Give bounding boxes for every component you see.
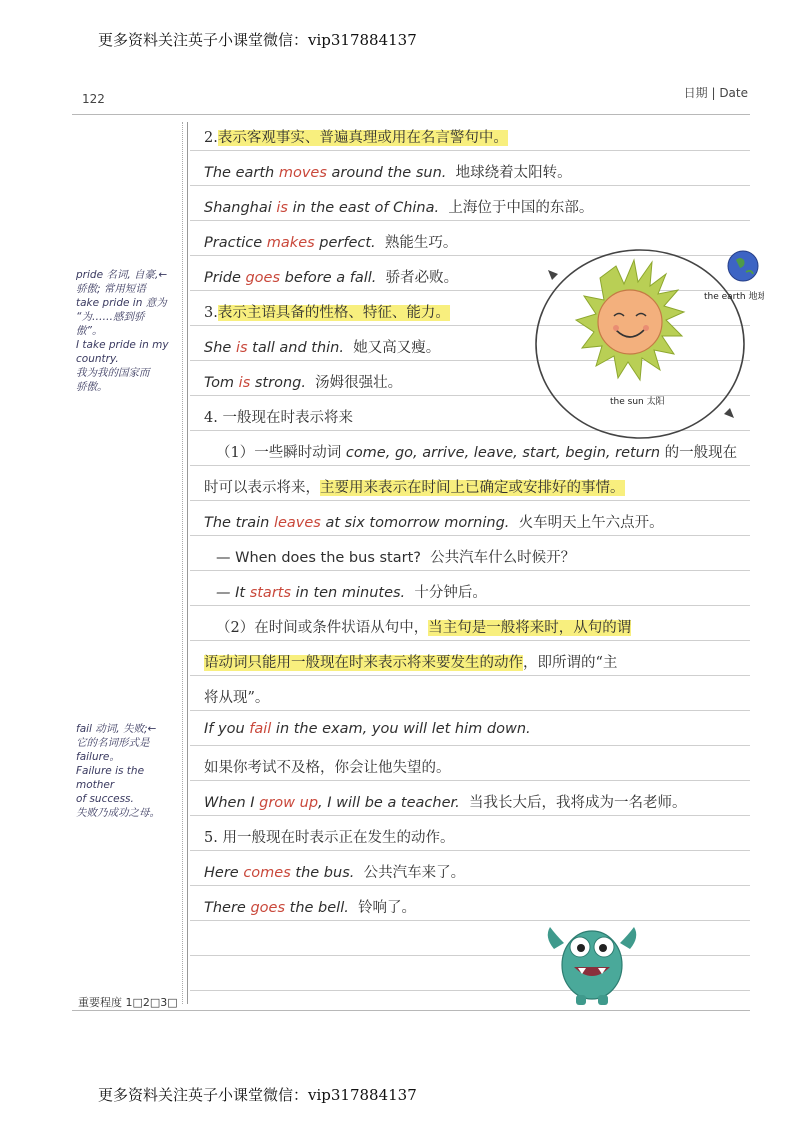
monster-body-icon bbox=[562, 931, 622, 999]
monster-arm-icon bbox=[548, 927, 564, 949]
sun-earth-diagram bbox=[524, 244, 764, 444]
example-shanghai: Shanghai is in the east of China. 上海位于中国的东部。 bbox=[204, 200, 594, 216]
example-tom: Tom is strong. 汤姆很强壮。 bbox=[204, 375, 403, 391]
paragraph-4-2-line1: （2）在时间或条件状语从句中，当主句是一般将来时，从句的谓 bbox=[216, 620, 632, 636]
top-rule bbox=[72, 114, 750, 115]
ruled-line bbox=[190, 885, 750, 886]
note-line: 骄傲。 bbox=[76, 381, 108, 393]
orbit-svg bbox=[524, 244, 764, 444]
example-practice: Practice makes perfect. 熟能生巧。 bbox=[204, 235, 458, 251]
orbit-arrow-icon bbox=[548, 270, 558, 280]
example-fail-translation: 如果你考试不及格，你会让他失望的。 bbox=[204, 760, 451, 776]
ruled-line bbox=[190, 920, 750, 921]
ruled-line bbox=[190, 990, 750, 991]
note-line: 它的名词形式是 bbox=[76, 737, 150, 749]
monster-arm-icon bbox=[620, 927, 636, 949]
note-line: 骄傲; 常用短语 bbox=[76, 283, 146, 295]
ruled-line bbox=[190, 535, 750, 536]
margin-dotted-line bbox=[182, 122, 183, 1004]
monster-pupil-icon bbox=[577, 944, 585, 952]
monster-foot-icon bbox=[598, 995, 608, 1005]
ruled-line bbox=[190, 220, 750, 221]
note-line: 傲”。 bbox=[76, 325, 103, 337]
note-line: “为……感到骄 bbox=[76, 311, 145, 323]
example-comes: Here comes the bus. 公共汽车来了。 bbox=[204, 865, 466, 881]
note-line: country. bbox=[76, 353, 119, 365]
bottom-rule bbox=[72, 1010, 750, 1011]
monster-pupil-icon bbox=[599, 944, 607, 952]
monster-svg bbox=[542, 919, 642, 1009]
example-train: The train leaves at six tomorrow morning. 火车明天上午六点开。 bbox=[204, 515, 664, 531]
example-bus-question: — When does the bus start? 公共汽车什么时候开？ bbox=[216, 550, 576, 566]
watermark-bottom: 更多资料关注英子小课堂微信：vip317884137 bbox=[98, 1086, 417, 1104]
paragraph-4-1-line1: （1）一些瞬时动词 come, go, arrive, leave, start, begin, return 的一般现在 bbox=[216, 445, 738, 461]
note-line: of success. bbox=[76, 793, 134, 805]
importance-label: 重要程度 1□2□3□ bbox=[78, 996, 178, 1009]
ruled-line bbox=[190, 955, 750, 956]
orbit-arrow-icon bbox=[724, 408, 734, 418]
sun-cheek-icon bbox=[643, 325, 649, 331]
ruled-line bbox=[190, 500, 750, 501]
margin-line bbox=[187, 122, 188, 1004]
note-line: Failure is the mother bbox=[76, 765, 145, 791]
note-line: failure。 bbox=[76, 751, 120, 763]
note-line: take pride in 意为 bbox=[76, 297, 167, 309]
margin-note-pride bbox=[76, 268, 184, 394]
page-number: 122 bbox=[82, 92, 105, 106]
ruled-line bbox=[190, 605, 750, 606]
ruled-line bbox=[190, 745, 750, 746]
monster-foot-icon bbox=[576, 995, 586, 1005]
note-line: 失败乃成功之母。 bbox=[76, 807, 160, 819]
example-grow-up: When I grow up, I will be a teacher. 当我长大后，我将成为一名老师。 bbox=[204, 795, 687, 811]
watermark-top: 更多资料关注英子小课堂微信：vip317884137 bbox=[98, 31, 417, 49]
ruled-line bbox=[190, 675, 750, 676]
paragraph-4-1-line2: 时可以表示将来，主要用来表示在时间上已确定或安排好的事情。 bbox=[204, 480, 625, 496]
ruled-line bbox=[190, 815, 750, 816]
paragraph-4-2-line3: 将从现”。 bbox=[204, 690, 270, 706]
heading-4: 4. 一般现在时表示将来 bbox=[204, 410, 353, 426]
ruled-line bbox=[190, 185, 750, 186]
ruled-line bbox=[190, 850, 750, 851]
ruled-line bbox=[190, 640, 750, 641]
margin-note-fail bbox=[76, 722, 184, 820]
note-line: fail 动词, 失败;← bbox=[76, 723, 157, 735]
heading-3: 3.表示主语具备的性格、特征、能力。 bbox=[204, 305, 450, 321]
ruled-line bbox=[190, 150, 750, 151]
sun-face-icon bbox=[598, 290, 662, 354]
earth-label: the earth 地球 bbox=[704, 292, 764, 302]
example-bus-answer: — It starts in ten minutes. 十分钟后。 bbox=[216, 585, 487, 601]
example-goes: There goes the bell. 铃响了。 bbox=[204, 900, 417, 916]
example-she: She is tall and thin. 她又高又瘦。 bbox=[204, 340, 441, 356]
sun-cheek-icon bbox=[613, 325, 619, 331]
notebook-page bbox=[72, 84, 764, 1084]
note-line: pride 名词, 自豪,← bbox=[76, 269, 168, 281]
ruled-line bbox=[190, 465, 750, 466]
paragraph-4-2-line2: 语动词只能用一般现在时来表示将来要发生的动作，即所谓的“主 bbox=[204, 655, 618, 671]
example-pride: Pride goes before a fall. 骄者必败。 bbox=[204, 270, 459, 286]
ruled-line bbox=[190, 780, 750, 781]
date-label: 日期 | Date bbox=[683, 86, 748, 100]
note-line: 我为我的国家而 bbox=[76, 367, 150, 379]
heading-2: 2.表示客观事实、普遍真理或用在名言警句中。 bbox=[204, 130, 508, 146]
example-earth: The earth moves around the sun. 地球绕着太阳转。 bbox=[204, 165, 572, 181]
ruled-line bbox=[190, 710, 750, 711]
sun-label: the sun 太阳 bbox=[610, 397, 665, 407]
note-line: I take pride in my bbox=[76, 339, 169, 351]
ruled-line bbox=[190, 570, 750, 571]
monster-mascot bbox=[542, 919, 642, 1009]
heading-5: 5. 用一般现在时表示正在发生的动作。 bbox=[204, 830, 455, 846]
example-fail: If you fail in the exam, you will let him down. bbox=[204, 721, 531, 737]
